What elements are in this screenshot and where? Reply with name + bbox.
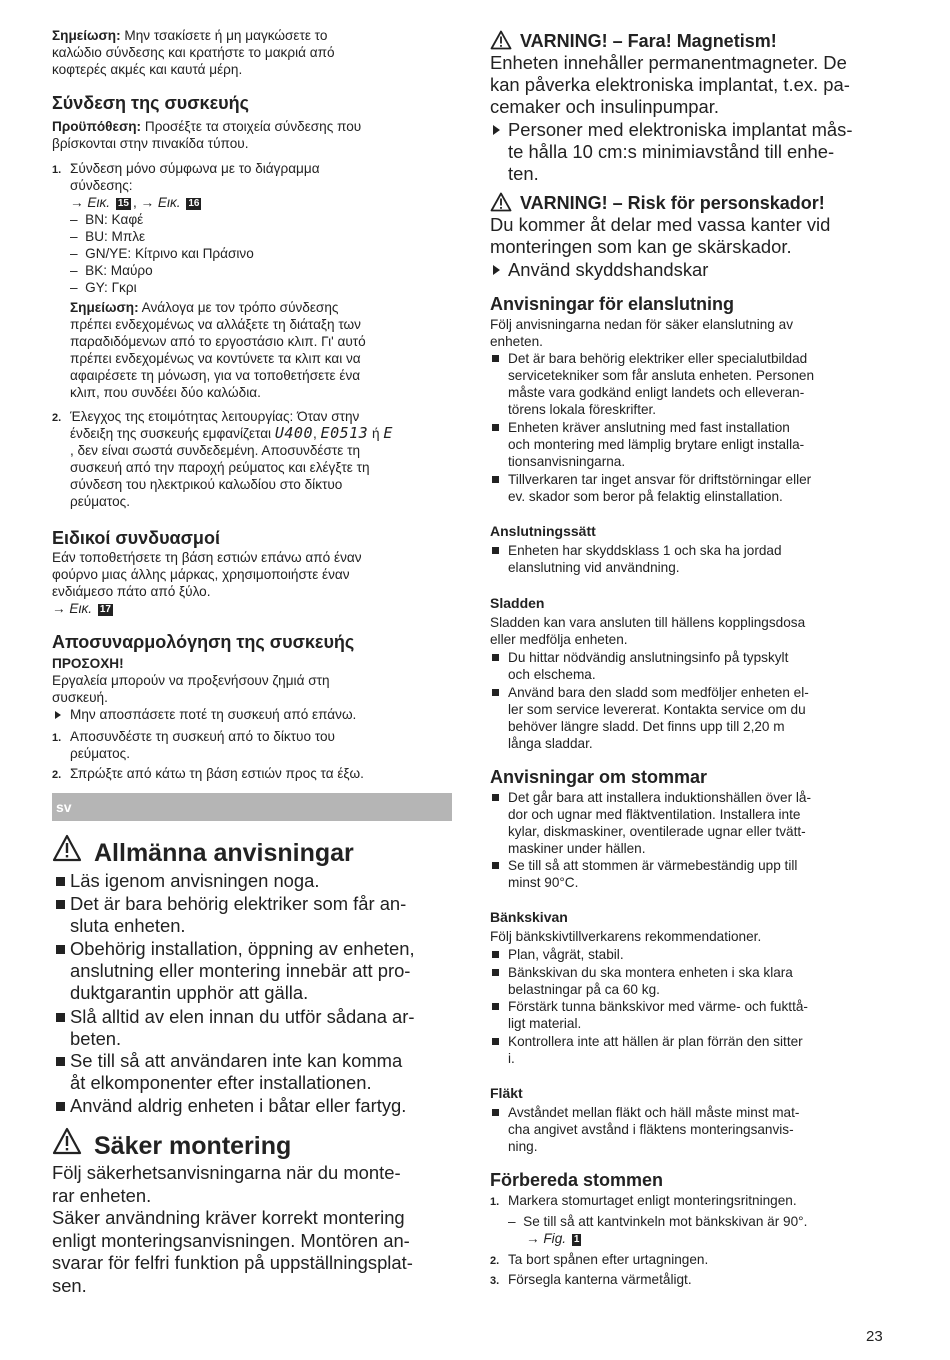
list-item-line: ev. skador som beror på felaktig elinstallation. [508, 489, 783, 504]
body-line: sen. [52, 1275, 87, 1296]
body-line: Följ anvisningarna nedan för säker elanslutning av [490, 317, 794, 332]
square-bullet-icon [492, 355, 499, 362]
prerequisite-line: Προϋπόθεση: Προσέξτε τα στοιχεία σύνδεσης που [52, 119, 362, 134]
list-item-line: duktgarantin upphör att gälla. [70, 982, 309, 1003]
body-line: Följ säkerhetsanvisningarna när du monte- [52, 1162, 401, 1183]
warning-triangle-icon [490, 30, 512, 50]
square-bullet-icon [56, 1057, 65, 1066]
wire-item: – BU: Μπλε [70, 229, 146, 244]
note-line: Σημείωση: Μην τσακίσετε ή μη μαγκώσετε το [52, 28, 328, 43]
list-item-line: måste vara godkänd enligt landets och elleveran- [508, 385, 805, 400]
action-bullet-line: te hålla 10 cm:s minimiavstånd till enhe- [508, 141, 835, 162]
body-line: rar enheten. [52, 1185, 152, 1206]
body-line: eller medfölja enheten. [490, 632, 628, 647]
list-item-line: ning. [508, 1139, 538, 1154]
step-2-line: συσκευή από την παροχή ρεύματος και ελέγξτε τη [70, 460, 370, 475]
figure-reference: → Εικ. 17 [52, 601, 111, 616]
display-code: U400 [274, 424, 313, 442]
action-bullet: Använd skyddshandskar [490, 259, 708, 281]
list-item: Enheten kräver anslutning med fast installation [490, 419, 790, 436]
square-bullet-icon [492, 951, 499, 958]
sub-step: – Se till så att kantvinkeln mot bänkskivan är 90°. [508, 1214, 808, 1229]
list-item-line: och montering med lämplig brytare enligt installa- [508, 437, 805, 452]
step-1: 1. Σύνδεση μόνο σύμφωνα με το διάγραμμα [52, 161, 320, 176]
list-item: Använd bara den sladd som medföljer enheten el- [490, 684, 809, 701]
step-2-line: , δεν είναι σωστά συνδεδεμένη. Αποσυνδέστε τη [70, 443, 361, 458]
body-line: enligt monteringsanvisningen. Montören an- [52, 1230, 410, 1251]
subsection-title-connection-type: Anslutningssätt [490, 523, 596, 539]
step-2: 2. Έλεγχος της ετοιμότητας λειτουργίας: Όταν στην [52, 409, 360, 424]
list-item-line: cha angivet avstånd i fläktens monteringsanvis- [508, 1122, 794, 1137]
list-item: Använd aldrig enheten i båtar eller fartyg. [52, 1095, 406, 1117]
list-item: Förstärk tunna bänkskivor med värme- och fukttå- [490, 998, 808, 1015]
section-title-special: Ειδικοί συνδυασμοί [52, 528, 220, 548]
wire-item: – BK: Μαύρο [70, 263, 153, 278]
body-line: Följ bänkskivtillverkarens rekommendationer. [490, 929, 762, 944]
list-item: Kontrollera inte att hällen är plan förrän den sitter [490, 1033, 803, 1050]
list-item: Tillverkaren tar inget ansvar för driftstörningar eller [490, 471, 811, 488]
list-item: Avståndet mellan fläkt och häll måste minst mat- [490, 1104, 799, 1121]
square-bullet-icon [492, 1038, 499, 1045]
page-number: 23 [866, 1328, 883, 1345]
warning-triangle-icon [490, 192, 512, 212]
note-line: Σημείωση: Ανάλογα με τον τρόπο σύνδεσης [70, 300, 339, 315]
wire-item: – GY: Γκρι [70, 280, 137, 295]
list-item-line: tionsanvisningarna. [508, 454, 626, 469]
display-code: E [383, 424, 393, 442]
warning-line: Du kommer åt delar med vassa kanter vid [490, 214, 831, 235]
body-line: ενδιάμεσο πάτο από ξύλο. [52, 584, 211, 599]
warning-line: kan påverka elektroniska implantat, t.ex. pa- [490, 74, 850, 95]
step-1: 1. Markera stomurtaget enligt monteringsritningen. [490, 1193, 797, 1208]
list-item: Läs igenom anvisningen noga. [52, 870, 319, 892]
list-item-line: sluta enheten. [70, 915, 186, 936]
list-item-line: långa sladdar. [508, 736, 593, 751]
wire-item: – BN: Καφέ [70, 212, 144, 227]
figure-number-badge: 1 [573, 1234, 580, 1245]
list-item-line: ligt material. [508, 1016, 582, 1031]
subsection-title-worktop: Bänkskivan [490, 909, 568, 925]
figure-reference: → Fig. 1 [526, 1231, 580, 1246]
wire-item: – GN/YE: Κίτρινο και Πράσινο [70, 246, 254, 261]
section-title-prepare-cabinet: Förbereda stommen [490, 1170, 664, 1190]
caution-label: ΠΡΟΣΟΧΗ! [52, 656, 124, 671]
list-item-line: i. [508, 1051, 515, 1066]
arrow-bullet-icon [55, 711, 61, 719]
body-line: Säker användning kräver korrekt montering [52, 1207, 405, 1228]
step-1-line: ρεύματος. [70, 746, 130, 761]
arrow-bullet-icon [493, 125, 500, 135]
section-title-removal: Αποσυναρμολόγηση της συσκευής [52, 632, 355, 652]
note-line: κοφτερές ακμές και καυτά μέρη. [52, 62, 243, 77]
step-1-line: σύνδεσης: [70, 178, 133, 193]
subsection-title-cable: Sladden [490, 595, 545, 611]
list-item-line: behöver längre sladd. Det finns upp till 2,20 m [508, 719, 785, 734]
section-title-general: Allmänna anvisningar [94, 839, 354, 867]
list-item: Plan, vågrät, stabil. [490, 946, 624, 963]
note-label: Σημείωση: [52, 28, 121, 43]
step-2: 2. Σπρώξτε από κάτω τη βάση εστιών προς τα έξω. [52, 766, 364, 781]
note-line: παραδιδόμενων από το εργοστάσιο κλιπ. Γι' αυτό [70, 334, 366, 349]
figure-number-badge: 15 [117, 198, 129, 209]
list-item: Det är bara behörig elektriker eller specialutbildad [490, 350, 807, 367]
list-item: Obehörig installation, öppning av enheten, [52, 938, 415, 960]
warning-triangle-icon [52, 834, 82, 862]
note-line: αφαιρέσετε τη μόνωση, για να τοποθετήσετε ένα [70, 368, 361, 383]
step-2: 2. Ta bort spånen efter urtagningen. [490, 1252, 709, 1267]
list-item-line: törens lokala föreskrifter. [508, 402, 657, 417]
step-2-line: σύνδεση του ηλεκτρικού καλωδίου στο δίκτυο [70, 477, 343, 492]
square-bullet-icon [56, 877, 65, 886]
subsection-title-fan: Fläkt [490, 1085, 523, 1101]
square-bullet-icon [492, 424, 499, 431]
square-bullet-icon [492, 1109, 499, 1116]
list-item-line: maskiner under hällen. [508, 841, 646, 856]
warning-line: Enheten innehåller permanentmagneter. De [490, 52, 847, 73]
list-item: Enheten har skyddsklass 1 och ska ha jordad [490, 542, 782, 559]
body-line: enheten. [490, 334, 543, 349]
figure-reference: → Εικ. 15 , → Εικ. 16 [70, 195, 200, 210]
section-title-electrical: Anvisningar för elanslutning [490, 294, 735, 314]
warning-line: monteringen som kan ge skärskador. [490, 236, 792, 257]
step-2-line: ένδειξη της συσκευής εμφανίζεται U400, E0513 ή E [70, 424, 393, 442]
step-2-line: ρεύματος. [70, 494, 130, 509]
section-title-connection: Σύνδεση της συσκευής [52, 93, 249, 113]
warning-line: cemaker och insulinpumpar. [490, 96, 719, 117]
arrow-bullet-icon [493, 265, 500, 275]
square-bullet-icon [492, 794, 499, 801]
body-line: φούρνο μιας άλλης μάρκας, χρησιμοποιήστε έναν [52, 567, 350, 582]
action-bullet: Μην αποσπάσετε ποτέ τη συσκευή από επάνω. [52, 706, 356, 723]
list-item-line: belastningar på ca 60 kg. [508, 982, 660, 997]
warning-triangle-icon [52, 1127, 82, 1155]
action-bullet: Personer med elektroniska implantat mås- [490, 119, 852, 141]
step-1: 1. Αποσυνδέστε τη συσκευή από το δίκτυο του [52, 729, 335, 744]
note-line: πρέπει ενδεχομένως να αλλάξετε τη διάταξη των [70, 317, 361, 332]
display-code: E0513 [320, 424, 369, 442]
list-item: Se till så att användaren inte kan komma [52, 1050, 402, 1072]
list-item-line: anslutning eller montering innebär att pro- [70, 960, 411, 981]
list-item: Det går bara att installera induktionshällen över lå- [490, 789, 811, 806]
warning-title-magnetism: VARNING! – Fara! Magnetism! [520, 31, 777, 51]
list-item-line: och elschema. [508, 667, 596, 682]
body-line: Εάν τοποθετήσετε τη βάση εστιών επάνω από έναν [52, 550, 362, 565]
list-item: Bänkskivan du ska montera enheten i ska klara [490, 964, 793, 981]
figure-number-badge: 17 [99, 604, 111, 615]
square-bullet-icon [492, 476, 499, 483]
section-title-cabinet: Anvisningar om stommar [490, 767, 708, 787]
list-item: Se till så att stommen är värmebeständig upp till [490, 857, 797, 874]
list-item-line: servicetekniker som får ansluta enheten. Personen [508, 368, 815, 383]
body-line: svarar för felfri funktion på uppställningsplat- [52, 1252, 413, 1273]
list-item-line: dor och ugnar med fläktventilation. Installera inte [508, 807, 801, 822]
warning-title-injury: VARNING! – Risk för personskador! [520, 193, 825, 213]
square-bullet-icon [492, 862, 499, 869]
list-item: Det är bara behörig elektriker som får an- [52, 893, 406, 915]
action-bullet-line: ten. [508, 163, 539, 184]
list-item-line: beten. [70, 1028, 122, 1049]
square-bullet-icon [492, 654, 499, 661]
body-line: συσκευή. [52, 690, 108, 705]
prerequisite-line: βρίσκονται στην πινακίδα τύπου. [52, 136, 249, 151]
list-item: Du hittar nödvändig anslutningsinfo på typskylt [490, 649, 788, 666]
note-line: καλώδιο σύνδεσης και κρατήστε το μακριά από [52, 45, 335, 60]
language-code: sv [56, 799, 72, 815]
list-item-line: minst 90°C. [508, 875, 579, 890]
list-item-line: ler som service levererat. Kontakta service om du [508, 702, 806, 717]
note-line: κλιπ, που συνδέει δύο καλώδια. [70, 385, 261, 400]
square-bullet-icon [492, 969, 499, 976]
list-item-line: elanslutning vid användning. [508, 560, 680, 575]
square-bullet-icon [56, 900, 65, 909]
section-title-safe-installation: Säker montering [94, 1132, 292, 1160]
square-bullet-icon [492, 689, 499, 696]
square-bullet-icon [492, 1003, 499, 1010]
note-line: πρέπει ενδεχομένως να κοντύνετε τα κλιπ και να [70, 351, 361, 366]
step-3: 3. Försegla kanterna värmetåligt. [490, 1272, 692, 1287]
square-bullet-icon [56, 1013, 65, 1022]
square-bullet-icon [56, 1102, 65, 1111]
list-item-line: kylar, diskmaskiner, oventilerade ugnar eller tvätt- [508, 824, 806, 839]
body-line: Εργαλεία μπορούν να προξενήσουν ζημιά στη [52, 673, 330, 688]
body-line: Sladden kan vara ansluten till hällens kopplingsdosa [490, 615, 806, 630]
list-item-line: åt elkomponenter efter installationen. [70, 1072, 372, 1093]
square-bullet-icon [56, 945, 65, 954]
square-bullet-icon [492, 547, 499, 554]
figure-number-badge: 16 [188, 198, 200, 209]
list-item: Slå alltid av elen innan du utför sådana ar- [52, 1006, 415, 1028]
language-bar [52, 793, 452, 821]
